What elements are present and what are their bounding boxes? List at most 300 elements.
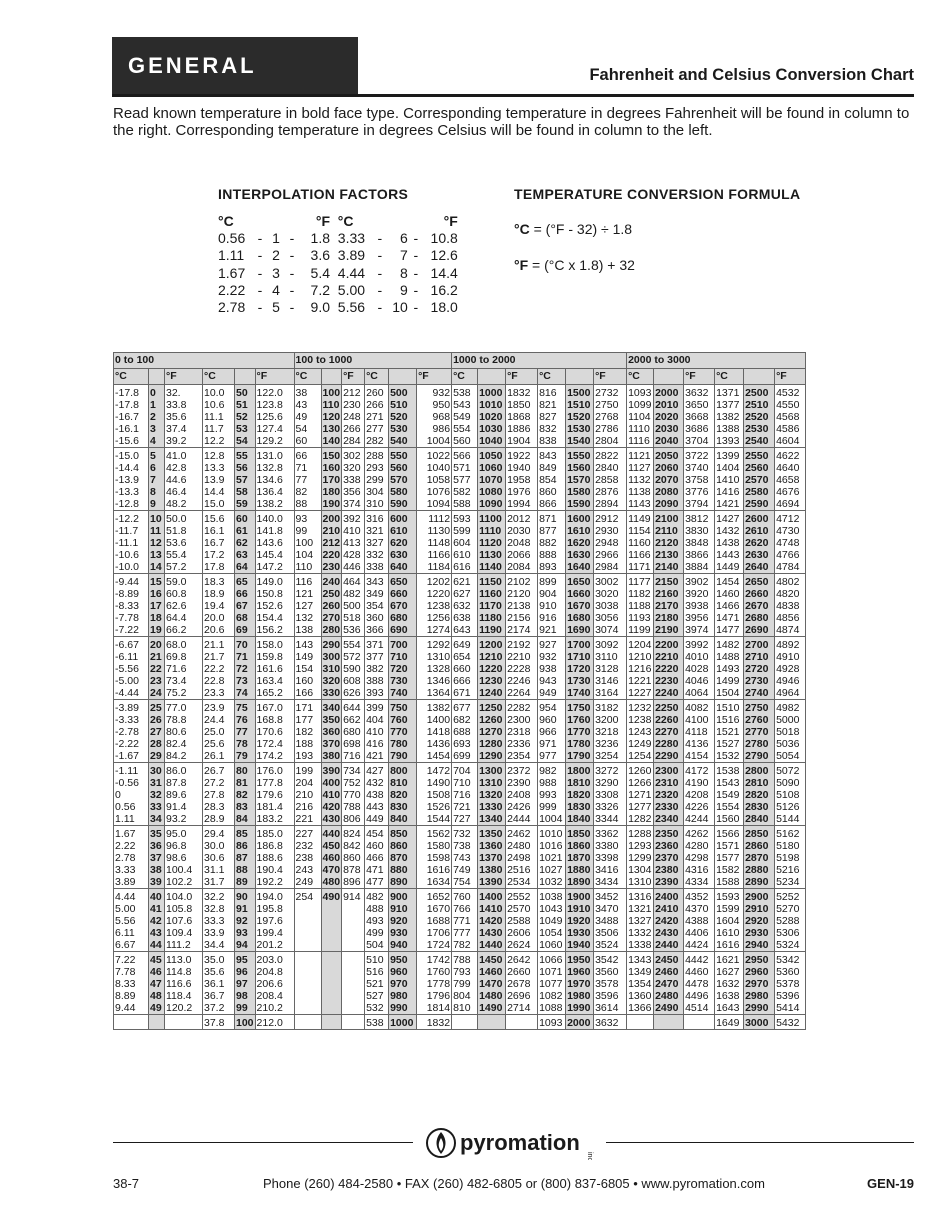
known-temp-cell: 1860: [566, 840, 594, 852]
fahrenheit-cell: 183.2: [255, 813, 294, 826]
interp-dash: -: [413, 264, 419, 281]
known-temp-cell: 2140: [654, 561, 684, 574]
interp-col-c1: °C: [218, 213, 234, 229]
celsius-cell: 1177: [627, 574, 654, 589]
fahrenheit-cell: 3884: [684, 561, 715, 574]
celsius-cell: 1293: [627, 840, 654, 852]
fahrenheit-cell: 3524: [594, 939, 627, 952]
interp-dash: -: [377, 230, 383, 247]
known-temp-cell: 2150: [654, 574, 684, 589]
fahrenheit-cell: 156.2: [255, 624, 294, 637]
known-temp-cell: 1120: [478, 537, 506, 549]
table-row: [114, 600, 806, 612]
celsius-cell: 1243: [627, 726, 654, 738]
fahrenheit-cell: 2714: [506, 1002, 538, 1015]
celsius-cell: 810: [452, 1002, 478, 1015]
fahrenheit-cell: 3218: [594, 726, 627, 738]
celsius-cell: [294, 990, 321, 1002]
celsius-cell: 1521: [715, 726, 744, 738]
fahrenheit-cell: 2408: [506, 789, 538, 801]
celsius-cell: 116: [294, 574, 321, 589]
known-temp-cell: 1260: [478, 714, 506, 726]
table-row: [114, 801, 806, 813]
fahrenheit-cell: 4838: [775, 600, 806, 612]
interp-dash: -: [289, 230, 295, 247]
interpolation-header-row: [218, 213, 458, 230]
logo-suffix: inc.: [586, 1152, 593, 1160]
fahrenheit-cell: [342, 990, 365, 1002]
fahrenheit-cell: 1202: [417, 574, 452, 589]
fahrenheit-cell: 3074: [594, 624, 627, 637]
known-temp-cell: 2400: [654, 889, 684, 904]
known-temp-cell: [321, 952, 342, 967]
fahrenheit-cell: 2336: [506, 738, 538, 750]
known-temp-cell: 630: [389, 549, 417, 561]
fahrenheit-cell: 896: [342, 876, 365, 889]
celsius-cell: 1538: [715, 763, 744, 778]
known-temp-cell: 2120: [654, 537, 684, 549]
known-temp-cell: 970: [389, 978, 417, 990]
celsius-cell: 1588: [715, 876, 744, 889]
fahrenheit-cell: 2642: [506, 952, 538, 967]
fahrenheit-cell: 5234: [775, 876, 806, 889]
known-temp-cell: 2220: [654, 663, 684, 675]
celsius-cell: 88: [294, 498, 321, 511]
celsius-cell: 1093: [538, 1015, 566, 1030]
fahrenheit-cell: 212.0: [255, 1015, 294, 1030]
celsius-cell: 1299: [627, 852, 654, 864]
celsius-col-header: °C: [294, 369, 321, 385]
celsius-cell: 360: [365, 612, 389, 624]
celsius-cell: 1188: [627, 600, 654, 612]
celsius-cell: 638: [452, 612, 478, 624]
fahrenheit-cell: 3164: [594, 687, 627, 700]
fahrenheit-col-header: °F: [342, 369, 365, 385]
fahrenheit-cell: 2876: [594, 486, 627, 498]
celsius-cell: -7.22: [114, 624, 149, 637]
table-row: [114, 978, 806, 990]
known-temp-cell: 2860: [744, 840, 775, 852]
known-temp-cell: 23: [149, 675, 165, 687]
known-temp-cell: 2040: [654, 435, 684, 448]
known-temp-cell: 2490: [654, 1002, 684, 1015]
known-temp-cell: 2130: [654, 549, 684, 561]
celsius-cell: 8.33: [114, 978, 149, 990]
fahrenheit-cell: 39.2: [165, 435, 203, 448]
known-temp-cell: 2280: [654, 738, 684, 750]
known-temp-cell: 29: [149, 750, 165, 763]
known-temp-cell: 810: [389, 777, 417, 789]
fahrenheit-cell: 4676: [775, 486, 806, 498]
known-temp-cell: 1190: [478, 624, 506, 637]
fahrenheit-cell: 87.8: [165, 777, 203, 789]
celsius-cell: 49: [294, 411, 321, 423]
celsius-cell: 532: [365, 1002, 389, 1015]
celsius-cell: 17.8: [203, 561, 235, 574]
celsius-cell: 20.0: [203, 612, 235, 624]
fahrenheit-cell: 2174: [506, 624, 538, 637]
known-temp-cell: 1750: [566, 700, 594, 715]
known-temp-cell: 1880: [566, 864, 594, 876]
known-temp-cell: 1970: [566, 978, 594, 990]
table-row: [114, 574, 806, 589]
fahrenheit-cell: 2696: [506, 990, 538, 1002]
celsius-cell: 1599: [715, 903, 744, 915]
celsius-cell: -1.11: [114, 763, 149, 778]
fahrenheit-cell: 4748: [775, 537, 806, 549]
known-temp-cell: [321, 915, 342, 927]
fahrenheit-cell: 5288: [775, 915, 806, 927]
celsius-cell: 943: [538, 675, 566, 687]
known-temp-cell: 27: [149, 726, 165, 738]
celsius-cell: 893: [538, 561, 566, 574]
known-temp-cell: 1160: [478, 588, 506, 600]
celsius-cell: 1449: [715, 561, 744, 574]
table-row: [114, 876, 806, 889]
celsius-cell: 999: [538, 801, 566, 813]
interp-value: 3.89: [337, 247, 366, 264]
fahrenheit-cell: 132.8: [255, 462, 294, 474]
celsius-cell: 421: [365, 750, 389, 763]
known-temp-cell: 12: [149, 537, 165, 549]
fahrenheit-cell: 86.0: [165, 763, 203, 778]
celsius-cell: 488: [365, 903, 389, 915]
known-temp-cell: 2360: [654, 840, 684, 852]
fahrenheit-cell: 172.4: [255, 738, 294, 750]
fahrenheit-cell: 150.8: [255, 588, 294, 600]
fahrenheit-cell: 3056: [594, 612, 627, 624]
celsius-cell: 28.3: [203, 801, 235, 813]
range-label: 2000 to 3000: [627, 353, 806, 369]
celsius-cell: 821: [538, 399, 566, 411]
celsius-cell: 549: [452, 411, 478, 423]
table-row: [114, 549, 806, 561]
celsius-cell: 1071: [538, 966, 566, 978]
celsius-cell: 216: [294, 801, 321, 813]
celsius-cell: 621: [452, 574, 478, 589]
fahrenheit-cell: 4514: [684, 1002, 715, 1015]
known-temp-cell: 2680: [744, 612, 775, 624]
known-temp-cell: 2960: [744, 966, 775, 978]
known-temp-cell: 1400: [478, 889, 506, 904]
celsius-cell: 21.1: [203, 637, 235, 652]
known-temp-cell: 230: [322, 561, 341, 573]
celsius-cell: 34.4: [203, 939, 235, 952]
fahrenheit-cell: 141.8: [255, 525, 294, 537]
known-temp-cell: 1890: [566, 876, 594, 889]
celsius-cell: 471: [365, 864, 389, 876]
table-row: [114, 385, 806, 400]
known-temp-cell: 2500: [744, 385, 775, 400]
fahrenheit-cell: 3542: [594, 952, 627, 967]
known-temp-cell: 81: [235, 777, 256, 789]
celsius-cell: 1566: [715, 826, 744, 841]
fahrenheit-cell: 1652: [417, 889, 452, 904]
known-temp-cell: 1480: [478, 990, 506, 1002]
fahrenheit-cell: 3668: [684, 411, 715, 423]
celsius-cell: 1504: [715, 687, 744, 700]
celsius-cell: 854: [538, 474, 566, 486]
fahrenheit-cell: 338: [342, 474, 365, 486]
fahrenheit-cell: 1832: [506, 385, 538, 400]
known-temp-cell: 8: [149, 486, 165, 498]
fahrenheit-cell: 4766: [775, 549, 806, 561]
celsius-cell: 26.1: [203, 750, 235, 763]
fahrenheit-cell: 4280: [684, 840, 715, 852]
celsius-cell: 527: [365, 990, 389, 1002]
known-temp-cell: 720: [389, 663, 417, 675]
known-temp-cell: 20: [149, 637, 165, 652]
celsius-cell: [294, 966, 321, 978]
celsius-cell: 738: [452, 840, 478, 852]
known-temp-cell: 570: [389, 474, 417, 486]
celsius-cell: 849: [538, 462, 566, 474]
celsius-cell: 30.0: [203, 840, 235, 852]
known-temp-cell: 87: [235, 852, 256, 864]
fahrenheit-cell: 536: [342, 624, 365, 637]
fahrenheit-cell: 2912: [594, 511, 627, 526]
celsius-cell: 66: [294, 448, 321, 463]
fahrenheit-cell: [506, 1015, 538, 1030]
fahrenheit-cell: 44.6: [165, 474, 203, 486]
celsius-cell: 588: [452, 498, 478, 511]
celsius-cell: 1532: [715, 750, 744, 763]
known-temp-cell: 2110: [654, 525, 684, 537]
celsius-cell: 349: [365, 588, 389, 600]
interpolation-heading: INTERPOLATION FACTORS: [218, 186, 409, 202]
fahrenheit-cell: 190.4: [255, 864, 294, 876]
fahrenheit-cell: 1994: [506, 498, 538, 511]
fahrenheit-cell: [342, 1002, 365, 1015]
interp-value: 3.6: [310, 247, 330, 264]
known-temp-cell: 1330: [478, 801, 506, 813]
table-row: [114, 763, 806, 778]
fahrenheit-cell: 3992: [684, 637, 715, 652]
fahrenheit-cell: 932: [417, 385, 452, 400]
interp-value: 7.2: [310, 281, 330, 298]
known-temp-cell: 1870: [566, 852, 594, 864]
known-temp-cell: 2530: [744, 423, 775, 435]
celsius-cell: 1271: [627, 789, 654, 801]
celsius-cell: 338: [365, 561, 389, 574]
fahrenheit-cell: 1130: [417, 525, 452, 537]
fahrenheit-cell: 3920: [684, 588, 715, 600]
known-temp-cell: 64: [235, 561, 256, 574]
celsius-cell: 149: [294, 651, 321, 663]
fahrenheit-cell: 4334: [684, 876, 715, 889]
celsius-cell: 582: [452, 486, 478, 498]
known-temp-cell: 76: [235, 714, 256, 726]
known-temp-cell: 2980: [744, 990, 775, 1002]
known-temp-cell: 2670: [744, 600, 775, 612]
known-temp-cell: 1570: [566, 474, 594, 486]
known-temp-cell: 270: [322, 612, 341, 624]
known-temp-cell: [321, 978, 342, 990]
known-temp-cell: 2790: [744, 750, 775, 763]
celsius-cell: 18.9: [203, 588, 235, 600]
known-temp-cell: 2510: [744, 399, 775, 411]
table-row: [114, 411, 806, 423]
table-row: [114, 1002, 806, 1015]
fahrenheit-cell: 3398: [594, 852, 627, 864]
celsius-cell: 266: [365, 399, 389, 411]
celsius-cell: 493: [365, 915, 389, 927]
celsius-cell: 77: [294, 474, 321, 486]
fahrenheit-cell: 3614: [594, 1002, 627, 1015]
known-temp-cell: 1090: [478, 498, 506, 511]
known-temp-cell: 1460: [478, 966, 506, 978]
interp-dash: -: [257, 264, 263, 281]
fahrenheit-cell: 4244: [684, 813, 715, 826]
celsius-cell: 1288: [627, 826, 654, 841]
known-temp-cell: 2240: [654, 687, 684, 700]
fahrenheit-cell: 302: [342, 448, 365, 463]
table-row: [114, 399, 806, 411]
celsius-cell: 36.7: [203, 990, 235, 1002]
celsius-cell: 210: [294, 789, 321, 801]
celsius-cell: 949: [538, 687, 566, 700]
fahrenheit-cell: 3110: [594, 651, 627, 663]
fahrenheit-col-header: °F: [165, 369, 203, 385]
known-temp-cell: 1700: [566, 637, 594, 652]
fahrenheit-cell: 428: [342, 549, 365, 561]
celsius-cell: 666: [452, 675, 478, 687]
celsius-cell: 282: [365, 435, 389, 448]
range-label: 100 to 1000: [294, 353, 452, 369]
fahrenheit-cell: 4604: [775, 435, 806, 448]
celsius-cell: 793: [452, 966, 478, 978]
known-temp-cell: 2720: [744, 663, 775, 675]
known-temp-cell: 83: [235, 801, 256, 813]
fahrenheit-col-header: °F: [506, 369, 538, 385]
known-temp-cell: 1930: [566, 927, 594, 939]
known-temp-cell: 44: [149, 939, 165, 952]
celsius-cell: -6.11: [114, 651, 149, 663]
known-temp-cell: 59: [235, 498, 256, 511]
known-temp-cell: 1180: [478, 612, 506, 624]
celsius-cell: 43: [294, 399, 321, 411]
fahrenheit-cell: 122.0: [255, 385, 294, 400]
celsius-cell: 1010: [538, 826, 566, 841]
fahrenheit-cell: 66.2: [165, 624, 203, 637]
celsius-cell: 438: [365, 789, 389, 801]
known-temp-cell: 850: [389, 826, 417, 841]
celsius-cell: -15.0: [114, 448, 149, 463]
celsius-cell: 1099: [627, 399, 654, 411]
fahrenheit-cell: 4586: [775, 423, 806, 435]
celsius-cell: 1610: [715, 927, 744, 939]
known-temp-cell: 1040: [478, 435, 506, 448]
celsius-cell: 238: [294, 852, 321, 864]
known-temp-cell: 1980: [566, 990, 594, 1002]
interp-dash: -: [257, 230, 263, 247]
known-temp-cell: 17: [149, 600, 165, 612]
celsius-cell: 382: [365, 663, 389, 675]
celsius-cell: 449: [365, 813, 389, 826]
fahrenheit-cell: 2786: [594, 423, 627, 435]
known-temp-cell: 2440: [654, 939, 684, 952]
known-temp-cell: 590: [389, 498, 417, 511]
fahrenheit-cell: 208.4: [255, 990, 294, 1002]
fahrenheit-cell: 968: [417, 411, 452, 423]
celsius-cell: -13.3: [114, 486, 149, 498]
known-temp-cell: 73: [235, 675, 256, 687]
celsius-cell: 927: [538, 637, 566, 652]
celsius-cell: 1593: [715, 889, 744, 904]
interp-value: 1.8: [310, 230, 330, 247]
known-temp-cell: 2590: [744, 498, 775, 511]
celsius-cell: 21.7: [203, 651, 235, 663]
known-temp-cell: 490: [321, 889, 342, 904]
known-temp-cell: 1640: [566, 561, 594, 574]
celsius-cell: 788: [452, 952, 478, 967]
fahrenheit-cell: 5018: [775, 726, 806, 738]
fahrenheit-cell: [342, 952, 365, 967]
known-temp-cell: 95: [235, 952, 256, 967]
celsius-cell: 1321: [627, 903, 654, 915]
fahrenheit-cell: 5144: [775, 813, 806, 826]
known-temp-cell: 2700: [744, 637, 775, 652]
fahrenheit-cell: 3344: [594, 813, 627, 826]
fahrenheit-cell: 158.0: [255, 637, 294, 652]
known-temp-cell: 1810: [566, 777, 594, 789]
interpolation-row: [218, 230, 458, 247]
known-temp-cell: 660: [389, 588, 417, 600]
table-row: [114, 498, 806, 511]
fahrenheit-cell: 4262: [684, 826, 715, 841]
unit-header-row: [114, 369, 806, 385]
celsius-cell: [452, 1015, 478, 1030]
known-temp-cell: 2030: [654, 423, 684, 435]
celsius-cell: 1388: [715, 423, 744, 435]
known-temp-cell: 96: [235, 966, 256, 978]
fahrenheit-cell: 4082: [684, 700, 715, 715]
known-temp-cell: 2650: [744, 574, 775, 589]
celsius-cell: 25.0: [203, 726, 235, 738]
known-temp-cell: 740: [389, 687, 417, 700]
celsius-cell: [294, 978, 321, 990]
known-temp-cell: 2810: [744, 777, 775, 789]
fahrenheit-cell: 78.8: [165, 714, 203, 726]
table-row: [114, 1015, 806, 1030]
fahrenheit-col-header: °F: [255, 369, 294, 385]
fahrenheit-cell: 199.4: [255, 927, 294, 939]
fahrenheit-cell: 1598: [417, 852, 452, 864]
fahrenheit-cell: 165.2: [255, 687, 294, 700]
fahrenheit-cell: 140.0: [255, 511, 294, 526]
known-temp-cell: 2100: [654, 511, 684, 526]
known-temp-cell: 380: [322, 750, 341, 762]
fahrenheit-cell: 4550: [775, 399, 806, 411]
celsius-cell: 610: [452, 549, 478, 561]
fahrenheit-cell: 734: [342, 763, 365, 778]
known-temp-cell: 200: [321, 511, 342, 526]
known-temp-cell: 15: [149, 574, 165, 589]
known-temp-cell: [321, 1015, 342, 1030]
fahrenheit-cell: 4460: [684, 966, 715, 978]
fahrenheit-cell: 116.6: [165, 978, 203, 990]
fahrenheit-cell: 33.8: [165, 399, 203, 411]
known-temp-cell: 77: [235, 726, 256, 738]
celsius-cell: 182: [294, 726, 321, 738]
interp-value: 12.6: [430, 247, 458, 264]
known-temp-cell: 640: [389, 561, 417, 574]
fahrenheit-cell: 3740: [684, 462, 715, 474]
known-temp-cell: 1850: [566, 826, 594, 841]
known-temp-cell: 1550: [566, 448, 594, 463]
interp-value: 1.11: [218, 247, 245, 264]
known-temp-cell: 92: [235, 915, 256, 927]
